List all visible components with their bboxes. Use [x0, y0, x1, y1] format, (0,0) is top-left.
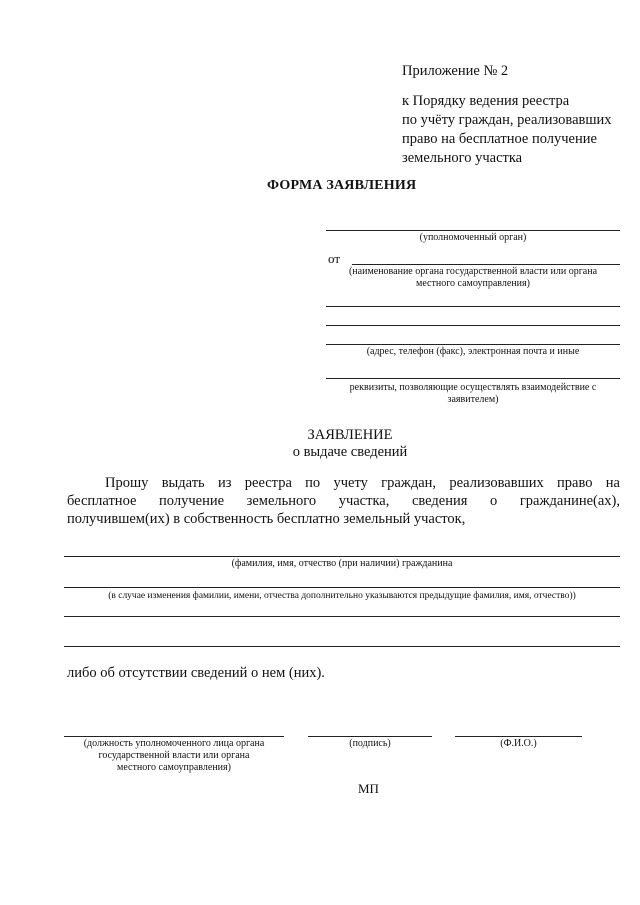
position-caption-line: местного самоуправления): [117, 762, 231, 773]
appendix-line: к Порядку ведения реестра: [402, 93, 570, 109]
stamp-label: МП: [358, 781, 379, 796]
blank-line[interactable]: [326, 325, 620, 326]
authority-line[interactable]: [326, 230, 620, 231]
contact-caption-cont: [326, 382, 620, 406]
name-caption: (Ф.И.О.): [500, 738, 537, 749]
signature-caption: (подпись): [349, 738, 391, 749]
org-caption-line: (наименование органа государственной власти или органа: [348, 266, 598, 277]
blank-line[interactable]: [326, 378, 620, 379]
from-label: от: [328, 251, 341, 266]
contact-caption-line: (адрес, телефон (факс), электронная почта и иные: [366, 346, 580, 357]
authority-caption: (уполномоченный орган): [419, 232, 527, 243]
change-line[interactable]: [64, 587, 620, 588]
appendix-number: Приложение № 2: [402, 63, 509, 79]
contact-caption-line: заявителем): [447, 394, 499, 405]
body-line: получившем(их) в собственность бесплатно земельный участок,: [67, 511, 466, 527]
name-line[interactable]: [455, 736, 582, 737]
org-caption: [326, 266, 620, 290]
org-caption-line: местного самоуправления): [416, 278, 530, 289]
fio-caption: (фамилия, имя, отчество (при наличии) гражданина: [231, 558, 453, 569]
contact-caption-line: реквизиты, позволяющие осуществлять взаимодействие с: [349, 382, 597, 393]
blank-line[interactable]: [326, 306, 620, 307]
change-caption: (в случае изменения фамилии, имени, отчества дополнительно указываются предыдущие фамилия, имя, отчество)): [108, 591, 576, 601]
signature-line[interactable]: [308, 736, 432, 737]
form-title: ФОРМА ЗАЯВЛЕНИЯ: [267, 178, 417, 193]
position-caption-line: государственной власти или органа: [98, 750, 250, 761]
appendix-line: земельного участка: [402, 150, 523, 166]
appendix-line: право на бесплатное получение: [402, 131, 597, 147]
from-line[interactable]: [352, 264, 620, 265]
statement-subtitle: о выдаче сведений: [292, 444, 408, 460]
absence-text: либо об отсутствии сведений о нем (них).: [67, 665, 325, 681]
body-line: Прошу выдать из реестра по учету граждан, реализовавших право на: [105, 475, 620, 491]
position-caption-line: (должность уполномоченного лица органа: [83, 738, 265, 749]
blank-line[interactable]: [64, 616, 620, 617]
blank-line[interactable]: [326, 344, 620, 345]
position-line[interactable]: [64, 736, 284, 737]
fio-line[interactable]: [64, 556, 620, 557]
position-caption: [64, 738, 284, 774]
appendix-line: по учёту граждан, реализовавших: [402, 112, 612, 128]
body-line: бесплатное получение земельного участка, сведения о гражданине(ах),: [67, 493, 620, 509]
statement-title: ЗАЯВЛЕНИЕ: [307, 427, 393, 443]
blank-line[interactable]: [64, 646, 620, 647]
appendix-text: [402, 92, 612, 168]
